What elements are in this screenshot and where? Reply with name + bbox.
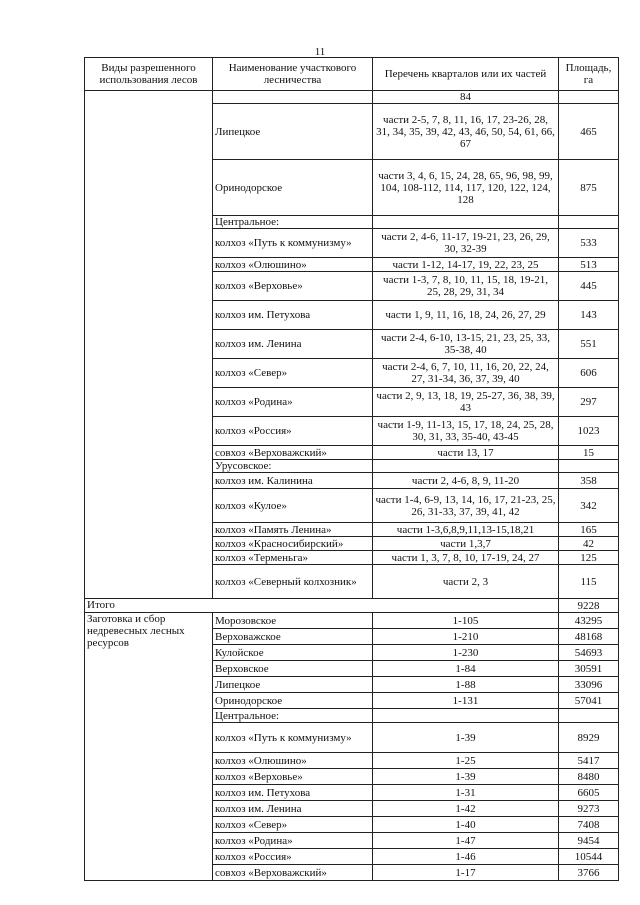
district-name: колхоз «Терменьга» — [213, 551, 373, 565]
quarter-list: части 2, 9, 13, 18, 19, 25-27, 36, 38, 39, 43 — [373, 388, 559, 417]
total-label: Итого — [85, 599, 559, 613]
district-name: колхоз «Память Ленина» — [213, 523, 373, 537]
total-row — [85, 599, 619, 613]
district-name: колхоз «Север» — [213, 817, 373, 833]
area-value: 57041 — [559, 693, 619, 709]
district-name: колхоз «Родина» — [213, 833, 373, 849]
quarter-list: 1-230 — [373, 645, 559, 661]
district-name: совхоз «Верховажский» — [213, 446, 373, 460]
table-header-row — [85, 58, 619, 91]
area-value: 15 — [559, 446, 619, 460]
district-name: колхоз им. Ленина — [213, 330, 373, 359]
quarter-list: 1-46 — [373, 849, 559, 865]
quarter-list: части 2, 4-6, 8, 9, 11-20 — [373, 473, 559, 489]
district-name: Урусовское: — [213, 460, 373, 473]
quarter-list: части 3, 4, 6, 15, 24, 28, 65, 96, 98, 99, 104, 108-112, 114, 117, 120, 122, 124, 128 — [373, 160, 559, 216]
table-body — [85, 91, 619, 881]
quarter-list: части 1-9, 11-13, 15, 17, 18, 24, 25, 28, 30, 31, 33, 35-40, 43-45 — [373, 417, 559, 446]
quarter-list: 1-25 — [373, 753, 559, 769]
quarter-list: части 1-3, 7, 8, 10, 11, 15, 18, 19-21, 25, 28, 29, 31, 34 — [373, 272, 559, 301]
use-type-cell: Заготовка и сбор недревесных лесных ресурсов — [85, 613, 213, 881]
quarter-list: 84 — [373, 91, 559, 104]
district-name: Морозовское — [213, 613, 373, 629]
area-value: 465 — [559, 104, 619, 160]
district-name: колхоз «Север» — [213, 359, 373, 388]
quarter-list: 1-210 — [373, 629, 559, 645]
district-name: колхоз «Верховье» — [213, 272, 373, 301]
district-name: колхоз «Путь к коммунизму» — [213, 229, 373, 258]
page-number: 11 — [314, 46, 326, 58]
area-value: 445 — [559, 272, 619, 301]
area-value: 5417 — [559, 753, 619, 769]
quarter-list: 1-31 — [373, 785, 559, 801]
district-name: Центральное: — [213, 216, 373, 229]
quarter-list: части 2-5, 7, 8, 11, 16, 17, 23-26, 28, 31, 34, 35, 39, 42, 43, 46, 50, 54, 61, 66, 67 — [373, 104, 559, 160]
area-value: 115 — [559, 565, 619, 599]
quarter-list: части 1,3,7 — [373, 537, 559, 551]
area-value: 125 — [559, 551, 619, 565]
district-name: колхоз «Верховье» — [213, 769, 373, 785]
area-value: 48168 — [559, 629, 619, 645]
district-name: колхоз «Красносибирский» — [213, 537, 373, 551]
district-name: Липецкое — [213, 104, 373, 160]
area-value: 3766 — [559, 865, 619, 881]
quarter-list: части 2, 3 — [373, 565, 559, 599]
district-name: колхоз «Кулое» — [213, 489, 373, 523]
area-value: 606 — [559, 359, 619, 388]
quarter-list: 1-39 — [373, 769, 559, 785]
quarter-list: 1-17 — [373, 865, 559, 881]
district-name: колхоз «Россия» — [213, 849, 373, 865]
quarter-list: 1-88 — [373, 677, 559, 693]
area-value: 551 — [559, 330, 619, 359]
district-name: колхоз «Олюшино» — [213, 258, 373, 272]
area-value: 342 — [559, 489, 619, 523]
district-name: Кулойское — [213, 645, 373, 661]
area-value: 8480 — [559, 769, 619, 785]
header-use-type: Виды разрешенного использования лесов — [85, 58, 213, 91]
district-name: Липецкое — [213, 677, 373, 693]
district-name: колхоз «Родина» — [213, 388, 373, 417]
area-value: 42 — [559, 537, 619, 551]
quarter-list: 1-105 — [373, 613, 559, 629]
quarter-list: части 1, 9, 11, 16, 18, 24, 26, 27, 29 — [373, 301, 559, 330]
quarter-list: части 1-4, 6-9, 13, 14, 16, 17, 21-23, 25, 26, 31-33, 37, 39, 41, 42 — [373, 489, 559, 523]
district-name: колхоз «Путь к коммунизму» — [213, 723, 373, 753]
area-value: 9273 — [559, 801, 619, 817]
quarter-list: 1-39 — [373, 723, 559, 753]
quarter-list: части 1, 3, 7, 8, 10, 17-19, 24, 27 — [373, 551, 559, 565]
district-name: Оринодорское — [213, 160, 373, 216]
area-value: 8929 — [559, 723, 619, 753]
area-value: 358 — [559, 473, 619, 489]
area-value: 7408 — [559, 817, 619, 833]
district-name: колхоз им. Калинина — [213, 473, 373, 489]
area-value: 6605 — [559, 785, 619, 801]
area-value: 30591 — [559, 661, 619, 677]
area-value — [559, 460, 619, 473]
quarter-list: 1-84 — [373, 661, 559, 677]
district-name: Верховское — [213, 661, 373, 677]
quarter-list: части 2-4, 6, 7, 10, 11, 16, 20, 22, 24, 27, 31-34, 36, 37, 39, 40 — [373, 359, 559, 388]
district-name: колхоз им. Петухова — [213, 785, 373, 801]
district-name: колхоз «Олюшино» — [213, 753, 373, 769]
area-value — [559, 216, 619, 229]
quarter-list: части 13, 17 — [373, 446, 559, 460]
area-value: 297 — [559, 388, 619, 417]
header-quarter-list: Перечень кварталов или их частей — [373, 58, 559, 91]
area-value: 513 — [559, 258, 619, 272]
district-name: Оринодорское — [213, 693, 373, 709]
district-name: колхоз им. Ленина — [213, 801, 373, 817]
quarter-list: 1-131 — [373, 693, 559, 709]
quarter-list — [373, 460, 559, 473]
area-value: 143 — [559, 301, 619, 330]
area-value: 165 — [559, 523, 619, 537]
area-value: 875 — [559, 160, 619, 216]
quarter-list: 1-47 — [373, 833, 559, 849]
district-name: совхоз «Верховажский» — [213, 865, 373, 881]
area-value: 10544 — [559, 849, 619, 865]
quarter-list: части 1-12, 14-17, 19, 22, 23, 25 — [373, 258, 559, 272]
quarter-list: 1-40 — [373, 817, 559, 833]
table-row — [85, 91, 619, 104]
area-value — [559, 91, 619, 104]
quarter-list — [373, 216, 559, 229]
forest-use-table — [84, 57, 619, 881]
header-area: Площадь, га — [559, 58, 619, 91]
district-name: колхоз «Северный колхозник» — [213, 565, 373, 599]
area-value: 43295 — [559, 613, 619, 629]
area-value: 33096 — [559, 677, 619, 693]
area-value: 533 — [559, 229, 619, 258]
total-area: 9228 — [559, 599, 619, 613]
area-value: 54693 — [559, 645, 619, 661]
quarter-list — [373, 709, 559, 723]
use-type-cell — [85, 91, 213, 599]
quarter-list: части 2, 4-6, 11-17, 19-21, 23, 26, 29, 30, 32-39 — [373, 229, 559, 258]
district-name — [213, 91, 373, 104]
area-value: 9454 — [559, 833, 619, 849]
quarter-list: части 2-4, 6-10, 13-15, 21, 23, 25, 33, 35-38, 40 — [373, 330, 559, 359]
district-name: колхоз им. Петухова — [213, 301, 373, 330]
quarter-list: 1-42 — [373, 801, 559, 817]
district-name: колхоз «Россия» — [213, 417, 373, 446]
table-row — [85, 613, 619, 629]
area-value — [559, 709, 619, 723]
area-value: 1023 — [559, 417, 619, 446]
quarter-list: части 1-3,6,8,9,11,13-15,18,21 — [373, 523, 559, 537]
district-name: Верховажское — [213, 629, 373, 645]
district-name: Центральное: — [213, 709, 373, 723]
header-district-name: Наименование участкового лесничества — [213, 58, 373, 91]
